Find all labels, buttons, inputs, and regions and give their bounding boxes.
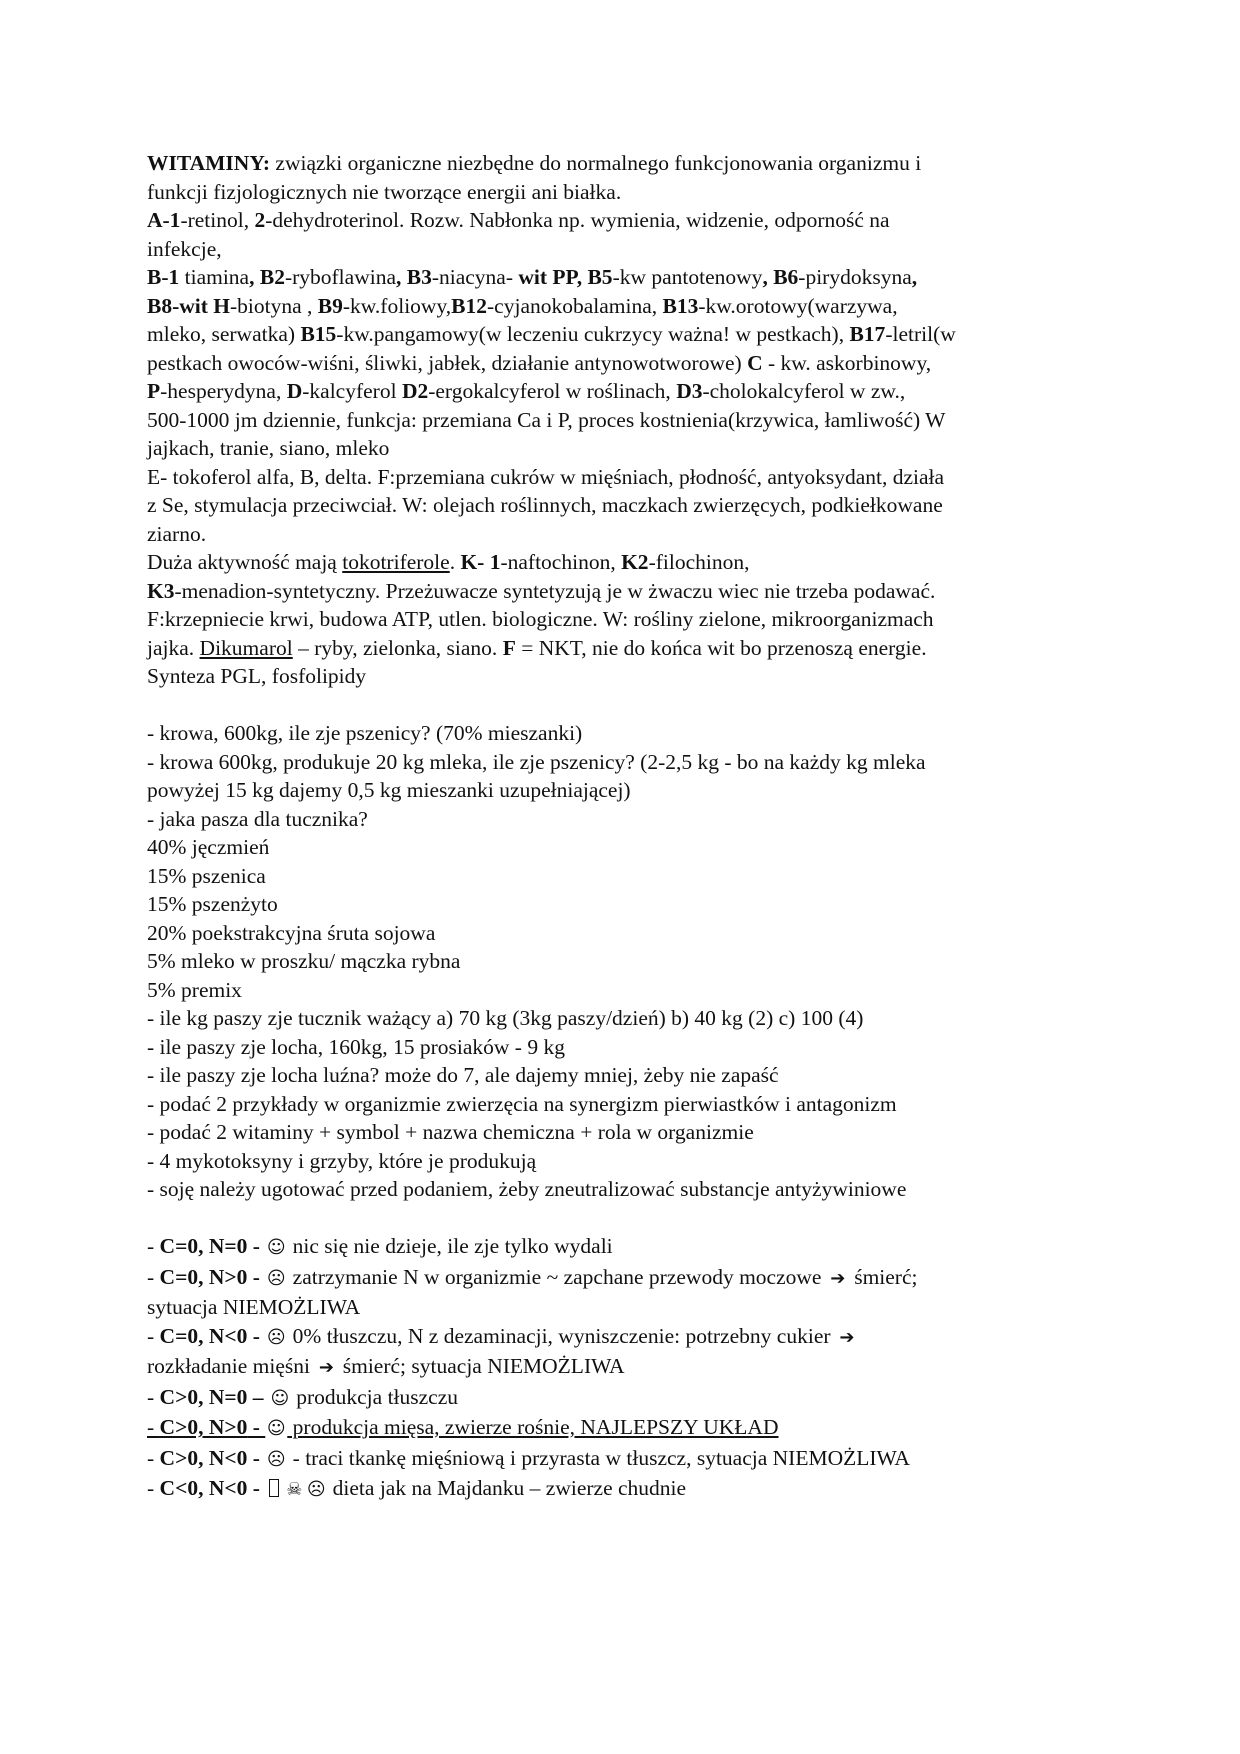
vitamin-e-line-3 bbox=[147, 520, 1107, 549]
text: - bbox=[147, 1264, 160, 1289]
text: Duża aktywność mają bbox=[147, 550, 343, 574]
vitamin-k-line-4 bbox=[147, 634, 1107, 663]
vitamin-label: wit PP bbox=[518, 265, 577, 289]
vitamin-a-line-1 bbox=[147, 206, 1107, 235]
text: -cholokalcyferol w zw., bbox=[702, 379, 906, 403]
text: - kw. askorbinowy, bbox=[762, 350, 932, 375]
vitamin-label: A-1 bbox=[147, 208, 181, 232]
vitamin-d-line-1 bbox=[147, 377, 1107, 406]
feed-component: 5% mleko w proszku/ mączka rybna bbox=[147, 949, 461, 973]
sad-icon: ☹ bbox=[266, 1267, 286, 1289]
vitamin-e-line-2 bbox=[147, 491, 1107, 520]
blank-line bbox=[147, 1204, 1107, 1233]
text: -retinol, bbox=[180, 208, 255, 232]
vitamin-label: D3 bbox=[676, 379, 703, 403]
text: E- tokoferol alfa, B, delta. F:przemiana cukrów w mięśniach, płodność, antyoksydant, działa bbox=[147, 464, 945, 489]
balance-condition: C=0, N=0 bbox=[159, 1234, 248, 1258]
text: , bbox=[762, 265, 768, 289]
text: 500-1000 jm dziennie, funkcja: przemiana Ca i P, proces kostnienia(krzywica, łamliwość) W bbox=[147, 407, 946, 432]
balance-row-continued bbox=[147, 1352, 1107, 1383]
missing-glyph-icon bbox=[269, 1479, 279, 1497]
sad-icon: ☹ bbox=[266, 1448, 286, 1470]
vitamin-f-line bbox=[147, 662, 1107, 691]
vitamin-b-line-3 bbox=[147, 320, 1107, 349]
text: produkcja mięsa, zwierze rośnie, NAJLEPSZY UKŁAD bbox=[287, 1415, 779, 1439]
balance-condition: C=0, N<0 bbox=[159, 1323, 248, 1348]
text: pestkach owoców-wiśni, śliwki, jabłek, działanie antynowotworowe) bbox=[147, 350, 748, 375]
balance-row bbox=[147, 1474, 1107, 1505]
balance-condition: C<0, N<0 bbox=[159, 1476, 248, 1500]
text: -hesperydyna, bbox=[160, 379, 287, 403]
balance-row bbox=[147, 1263, 1107, 1294]
vitamin-label: B8-wit H bbox=[147, 293, 231, 318]
balance-condition: C>0, N>0 bbox=[159, 1415, 248, 1439]
text: = NKT, nie do końca wit bo przenoszą energie. bbox=[515, 635, 927, 660]
vitamin-label: P bbox=[147, 379, 161, 403]
text: -niacyna- bbox=[431, 265, 519, 289]
balance-row bbox=[147, 1232, 1107, 1263]
question-line: - podać 2 przykłady w organizmie zwierzęcia na synergizm pierwiastków i antagonizm bbox=[147, 1091, 897, 1116]
vitamins-title: WITAMINY: bbox=[147, 151, 271, 175]
feed-component: 20% poekstrakcyjna śruta sojowa bbox=[147, 920, 436, 945]
feed-component: 40% jęczmień bbox=[147, 835, 270, 859]
balance-row-continued bbox=[147, 1293, 1107, 1322]
balance-condition: C>0, N=0 bbox=[159, 1384, 248, 1409]
question-line: - ile paszy zje locha luźna? może do 7, ale dajemy mniej, żeby nie zapaść bbox=[147, 1063, 779, 1087]
text: śmierć; sytuacja NIEMOŻLIWA bbox=[337, 1354, 625, 1378]
question-line: - jaka pasza dla tucznika? bbox=[147, 806, 368, 831]
text: rozkładanie mięśni bbox=[147, 1354, 316, 1378]
smile-icon: ☺ bbox=[266, 1418, 286, 1439]
vitamin-d-line-3 bbox=[147, 434, 1107, 463]
vitamin-label: D2 bbox=[401, 379, 429, 403]
text: jajka. bbox=[147, 635, 200, 660]
vitamin-label: B6 bbox=[767, 265, 799, 289]
text: - bbox=[147, 1476, 160, 1500]
vitamin-label: K- 1 bbox=[460, 550, 501, 574]
text: -dehydroterinol. Rozw. Nabłonka np. wymienia, widzenie, odporność na bbox=[265, 208, 890, 232]
vitamin-label: D bbox=[286, 379, 303, 403]
text: -pirydoksyna bbox=[798, 265, 912, 289]
balance-condition: C=0, N>0 bbox=[159, 1264, 248, 1289]
balance-row bbox=[147, 1383, 1107, 1414]
vitamins-definition-line-1 bbox=[147, 149, 1107, 178]
document-page bbox=[147, 149, 1107, 1505]
question-line: powyżej 15 kg dajemy 0,5 kg mieszanki uzupełniającej) bbox=[147, 778, 631, 802]
text: -kalcyferol bbox=[302, 379, 402, 403]
text: -ryboflawina bbox=[284, 265, 396, 289]
text: - bbox=[247, 1264, 266, 1289]
text: produkcja tłuszczu bbox=[290, 1384, 459, 1409]
question-line: - ile paszy zje locha, 160kg, 15 prosiaków - 9 kg bbox=[147, 1034, 565, 1059]
vitamin-label: B9 bbox=[317, 293, 343, 318]
feed-component: 15% pszenica bbox=[147, 863, 266, 888]
text: -menadion-syntetyczny. Przeżuwacze syntetyzują je w żwaczu wiec nie trzeba podawać. bbox=[174, 578, 936, 603]
text: -naftochinon, bbox=[500, 550, 622, 574]
text: funkcji fizjologicznych nie tworzące energii ani białka. bbox=[147, 179, 622, 204]
vitamin-label: 2 bbox=[254, 208, 266, 232]
text: -kw.foliowy, bbox=[342, 293, 452, 318]
sad-icon: ☹ bbox=[266, 1326, 286, 1348]
vitamin-label: B3 bbox=[401, 265, 432, 289]
text: jajkach, tranie, siano, mleko bbox=[147, 436, 390, 460]
skull-icon: ☠ bbox=[286, 1479, 303, 1500]
text: zatrzymanie N w organizmie ~ zapchane przewody moczowe bbox=[287, 1264, 827, 1289]
text: sytuacja NIEMOŻLIWA bbox=[147, 1295, 361, 1319]
underlined-term: tokotriferole bbox=[342, 550, 450, 574]
question-line: - soję należy ugotować przed podaniem, żeby zneutralizować substancje antyżywiniowe bbox=[147, 1177, 907, 1201]
vitamin-k-line-2 bbox=[147, 577, 1107, 606]
text: F:krzepniecie krwi, budowa ATP, utlen. biologiczne. W: rośliny zielone, mikroorganizmach bbox=[147, 607, 934, 631]
text: ziarno. bbox=[147, 521, 207, 546]
vitamin-label: K3 bbox=[147, 578, 175, 603]
text: , bbox=[911, 265, 918, 289]
balance-condition: C>0, N<0 bbox=[159, 1445, 248, 1470]
vitamin-a-line-2 bbox=[147, 235, 1107, 264]
vitamin-label: B2 bbox=[254, 265, 285, 289]
blank-line bbox=[147, 691, 1107, 720]
feed-component: 5% premix bbox=[147, 977, 242, 1002]
vitamin-label: K2 bbox=[621, 550, 649, 574]
vitamin-label: B13 bbox=[662, 293, 699, 318]
text: z Se, stymulacja przeciwciał. W: olejach roślinnych, maczkach zwierzęcych, podkiełkowane bbox=[147, 493, 943, 517]
sad-icon: ☹ bbox=[306, 1479, 326, 1500]
text: -kw.orotowy(warzywa, bbox=[698, 293, 898, 318]
text: Synteza PGL, fosfolipidy bbox=[147, 664, 367, 688]
question-line: - ile kg paszy zje tucznik ważący a) 70 kg (3kg paszy/dzień) b) 40 kg (2) c) 100 (4) bbox=[147, 1006, 864, 1030]
question-line: - krowa, 600kg, ile zje pszenicy? (70% mieszanki) bbox=[147, 721, 583, 745]
vitamin-b-line-4 bbox=[147, 349, 1107, 378]
text: - bbox=[247, 1234, 266, 1258]
text: - bbox=[247, 1323, 266, 1348]
vitamin-e-line-1 bbox=[147, 463, 1107, 492]
vitamin-label: B15 bbox=[300, 322, 337, 346]
vitamin-label: B17 bbox=[849, 322, 886, 346]
vitamin-label: B-1 bbox=[147, 265, 180, 289]
arrow-right-icon: ➔ bbox=[318, 1357, 334, 1378]
text: - bbox=[147, 1384, 160, 1409]
text: -letril(w bbox=[885, 322, 956, 346]
text: - bbox=[247, 1445, 266, 1470]
text: - bbox=[147, 1234, 160, 1258]
vitamin-label: B12 bbox=[451, 293, 488, 318]
text: związki organiczne niezbędne do normalnego funkcjonowania organizmu i bbox=[270, 151, 922, 175]
balance-row bbox=[147, 1322, 1107, 1353]
text: - bbox=[147, 1323, 160, 1348]
question-line: - podać 2 witaminy + symbol + nazwa chemiczna + rola w organizmie bbox=[147, 1120, 754, 1144]
feed-component: 15% pszenżyto bbox=[147, 892, 278, 916]
balance-row-best bbox=[147, 1413, 1107, 1444]
text: -ergokalcyferol w roślinach, bbox=[428, 379, 677, 403]
text: - bbox=[247, 1415, 266, 1439]
vitamin-b-line-1 bbox=[147, 263, 1107, 292]
text: dieta jak na Majdanku – zwierze chudnie bbox=[327, 1476, 687, 1500]
vitamin-d-line-2 bbox=[147, 406, 1107, 435]
vitamin-k-line-1 bbox=[147, 548, 1107, 577]
question-line: - 4 mykotoksyny i grzyby, które je produkują bbox=[147, 1148, 537, 1173]
text: -filochinon, bbox=[648, 550, 750, 574]
question-line: - krowa 600kg, produkuje 20 kg mleka, ile zje pszenicy? (2-2,5 kg - bo na każdy kg mleka bbox=[147, 749, 926, 774]
text: -biotyna , bbox=[230, 293, 318, 318]
text: – ryby, zielonka, siano. bbox=[292, 635, 503, 660]
arrow-right-icon: ➔ bbox=[839, 1326, 855, 1348]
underlined-term: Dikumarol bbox=[199, 635, 293, 660]
text: tiamina bbox=[179, 265, 250, 289]
text: - bbox=[147, 1445, 160, 1470]
text: . bbox=[449, 550, 461, 574]
balance-row bbox=[147, 1444, 1107, 1475]
text: , bbox=[576, 265, 583, 289]
text: -cyjanokobalamina, bbox=[487, 293, 663, 318]
vitamin-label: B5 bbox=[582, 265, 613, 289]
vitamins-definition-line-2 bbox=[147, 178, 1107, 207]
text: - bbox=[247, 1476, 266, 1500]
text: – bbox=[247, 1384, 269, 1409]
text: - bbox=[147, 1415, 160, 1439]
text: , bbox=[396, 265, 402, 289]
text: mleko, serwatka) bbox=[147, 322, 301, 346]
text: -kw.pangamowy(w leczeniu cukrzycy ważna! w pestkach), bbox=[336, 322, 850, 346]
vitamin-label: F bbox=[502, 635, 516, 660]
text: - traci tkankę mięśniową i przyrasta w tłuszcz, sytuacja NIEMOŻLIWA bbox=[287, 1445, 910, 1470]
text: infekcje, bbox=[147, 236, 222, 261]
text: 0% tłuszczu, N z dezaminacji, wyniszczenie: potrzebny cukier bbox=[287, 1323, 836, 1348]
text: , bbox=[249, 265, 255, 289]
text: -kw pantotenowy bbox=[612, 265, 763, 289]
vitamin-label: C bbox=[747, 350, 763, 375]
text: śmierć; bbox=[848, 1264, 918, 1289]
smile-icon: ☺ bbox=[270, 1387, 290, 1409]
vitamin-b-line-2 bbox=[147, 292, 1107, 321]
vitamin-k-line-3 bbox=[147, 605, 1107, 634]
arrow-right-icon: ➔ bbox=[830, 1267, 846, 1289]
smile-icon: ☺ bbox=[266, 1237, 286, 1258]
text: nic się nie dzieje, ile zje tylko wydali bbox=[287, 1234, 613, 1258]
